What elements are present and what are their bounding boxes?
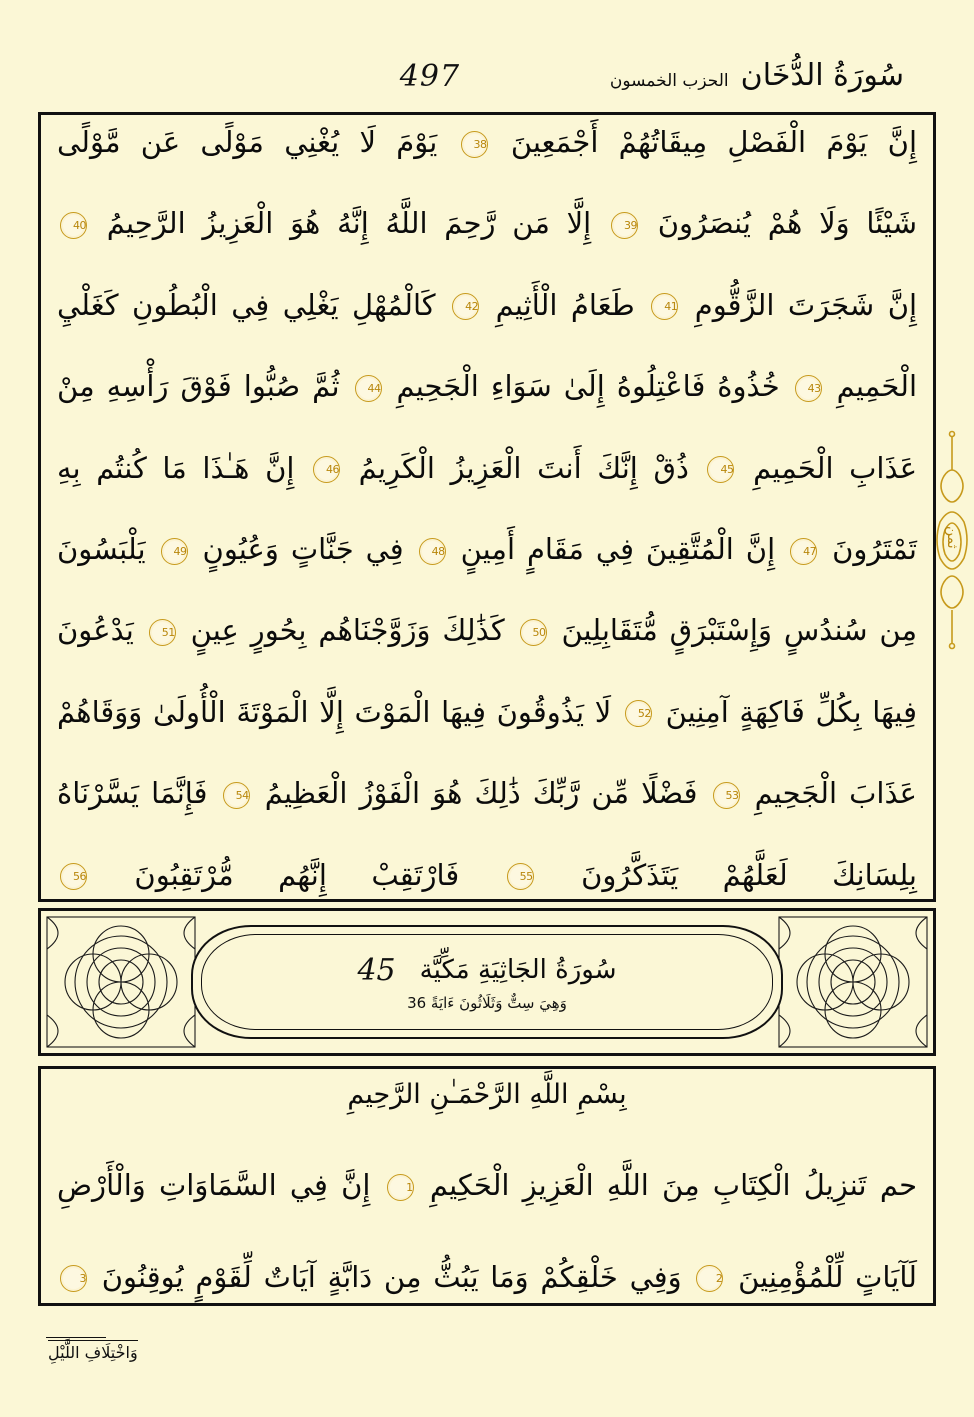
- ayah-number-marker: 52: [625, 700, 652, 727]
- ayah-text: إِلَّا مَن رَّحِمَ اللَّهُ إِنَّهُ هُوَ الْعَزِيزُ الرَّحِيمُ: [106, 206, 592, 241]
- ayah-number-marker: 40: [60, 212, 87, 239]
- surah-title: سُورَةُ الجَاثِيَةِ مَكِّيَّة: [419, 955, 617, 985]
- ayah-text: ذُقْ إِنَّكَ أَنتَ الْعَزِيزُ الْكَرِيمُ: [358, 450, 689, 485]
- ayah-number-marker: 45: [707, 456, 734, 483]
- ayah-number-marker: 48: [419, 538, 446, 565]
- ayah-line: [57, 534, 917, 565]
- ayah-text: خُذُوهُ فَاعْتِلُوهُ إِلَىٰ سَوَاءِ الْجَحِيمِ: [396, 369, 780, 404]
- ayah-text: تَمْتَرُونَ: [832, 532, 917, 567]
- ayah-number-marker: 42: [452, 293, 479, 320]
- ayah-line: [57, 127, 917, 158]
- surah-heading-band: [38, 908, 936, 1056]
- ayah-text: ثُمَّ صُبُّوا فَوْقَ رَأْسِهِ مِنْ: [57, 369, 340, 404]
- ayah-text: مِن سُندُسٍ وَإِسْتَبْرَقٍ مُّتَقَابِلِينَ: [561, 613, 918, 648]
- ayah-line: [57, 287, 918, 322]
- second-text-lines: [57, 1079, 917, 1293]
- ayah-text: الْحَمِيمِ: [836, 369, 918, 404]
- thumn-marker-ornament: [932, 430, 972, 650]
- surah-number: 45: [357, 952, 396, 988]
- page-header: [70, 46, 904, 106]
- ayah-text: وَفِي خَلْقِكُمْ وَمَا يَبُثُّ مِن دَابَّةٍ آيَاتٌ لِّقَوْمٍ يُوقِنُونَ: [101, 1259, 682, 1294]
- ayah-number-marker: 3: [60, 1265, 87, 1292]
- ayah-text: شَيْئًا وَلَا هُمْ يُنصَرُونَ: [657, 206, 918, 241]
- main-text-lines: [57, 127, 917, 891]
- basmala-line: بِسْمِ اللَّهِ الرَّحْمَـٰنِ الرَّحِيمِ: [347, 1079, 627, 1110]
- ayah-number-marker: 54: [223, 782, 250, 809]
- thumn-label: ثمن: [944, 526, 960, 549]
- ayah-number-marker: 50: [520, 619, 547, 646]
- ayah-text: إِنَّ هَـٰذَا مَا كُنتُم بِهِ: [57, 450, 295, 485]
- ayah-text: إِنَّ الْمُتَّقِينَ فِي مَقَامٍ أَمِينٍ: [460, 532, 776, 567]
- arabesque-ornament-left-icon: [41, 911, 201, 1053]
- ayah-number-marker: 41: [651, 293, 678, 320]
- page-number: 497: [399, 58, 461, 94]
- surah-title-cartouche: [191, 925, 783, 1039]
- ayah-text: بِلِسَانِكَ لَعَلَّهُمْ يَتَذَكَّرُونَ: [581, 857, 918, 892]
- ayah-number-marker: 53: [713, 782, 740, 809]
- ayah-number-marker: 44: [355, 375, 382, 402]
- ayah-text: طَعَامُ الْأَثِيمِ: [495, 287, 635, 322]
- ayah-number-marker: 46: [313, 456, 340, 483]
- surah-title-row: [357, 953, 616, 988]
- ayah-text: فِي جَنَّاتٍ وَعُيُونٍ: [202, 532, 404, 567]
- ayah-text: تَنزِيلُ الْكِتَابِ مِنَ اللَّهِ الْعَزِيزِ الْحَكِيمِ: [429, 1168, 867, 1203]
- ayah-text: يَلْبَسُونَ: [57, 532, 146, 567]
- ayah-text: يَوْمَ لَا يُغْنِي مَوْلًى عَن مَّوْلًى: [57, 125, 438, 159]
- ayah-text: إِنَّ يَوْمَ الْفَصْلِ مِيقَاتُهُمْ أَجْمَعِينَ: [510, 125, 917, 159]
- ayah-text: عَذَابِ الْحَمِيمِ: [753, 450, 918, 485]
- ayah-number-marker: 39: [611, 212, 638, 239]
- catchword: وَاخْتِلَافِ اللَّيْلِ: [48, 1340, 138, 1362]
- ayah-line: [57, 778, 917, 809]
- ayah-text: لَآيَاتٍ لِّلْمُؤْمِنِينَ: [738, 1259, 918, 1294]
- ayah-text: فَارْتَقِبْ إِنَّهُم مُّرْتَقِبُونَ: [134, 857, 460, 892]
- ayah-text: فَضْلًا مِّن رَّبِّكَ ذَٰلِكَ هُوَ الْفَوْزُ الْعَظِيمُ: [264, 776, 698, 811]
- catchword-rule: [46, 1337, 106, 1338]
- ayah-number-marker: 55: [507, 863, 534, 890]
- arabesque-ornament-right-icon: [773, 911, 933, 1053]
- main-text-frame: [38, 112, 936, 902]
- second-text-frame: [38, 1066, 936, 1306]
- ayah-number-marker: 38: [461, 131, 488, 158]
- header-surah-group: [609, 58, 904, 93]
- ayah-number-marker: 49: [161, 538, 188, 565]
- ayah-text: كَذَٰلِكَ وَزَوَّجْنَاهُم بِحُورٍ عِينٍ: [190, 613, 505, 648]
- ayah-number-marker: 43: [795, 375, 822, 402]
- hizb-label: الحزب الخمسون: [609, 71, 729, 91]
- ayah-line: [57, 450, 918, 485]
- ayah-line: [57, 1170, 917, 1201]
- ayah-text: إِنَّ شَجَرَتَ الزَّقُّومِ: [694, 287, 918, 322]
- ayah-number-marker: 1: [387, 1174, 414, 1201]
- ayah-text: حم: [879, 1168, 918, 1203]
- ayah-text: إِنَّ فِي السَّمَاوَاتِ وَالْأَرْضِ: [57, 1168, 371, 1203]
- ayah-line: [57, 694, 918, 729]
- ayah-text: كَالْمُهْلِ يَغْلِي فِي الْبُطُونِ كَغَلْيِ: [57, 287, 436, 322]
- surah-header-name: سُورَةُ الدُّخَان: [740, 58, 904, 93]
- ayah-line: [57, 1259, 918, 1294]
- ayah-text: فَإِنَّمَا يَسَّرْنَاهُ: [57, 776, 208, 811]
- ayah-text: يَدْعُونَ: [57, 613, 134, 648]
- ayah-text: عَذَابَ الْجَحِيمِ: [754, 776, 917, 811]
- ayah-number-marker: 56: [60, 863, 87, 890]
- ayah-line: [57, 371, 917, 402]
- ayah-number-marker: 51: [149, 619, 176, 646]
- ayah-text: فِيهَا بِكُلِّ فَاكِهَةٍ آمِنِينَ: [665, 694, 918, 729]
- ayah-number-marker: 2: [696, 1265, 723, 1292]
- ayah-line: [57, 857, 918, 892]
- ayah-number-marker: 47: [790, 538, 817, 565]
- surah-ayah-count: وَهِيَ سِتٌّ وَثَلَاثُونَ ءَايَةً 36: [407, 993, 567, 1012]
- ayah-line: [57, 208, 917, 239]
- ayah-text: لَا يَذُوقُونَ فِيهَا الْمَوْتَ إِلَّا الْمَوْتَةَ الْأُولَىٰ وَوَقَاهُمْ: [57, 694, 612, 729]
- ayah-line: [57, 615, 917, 646]
